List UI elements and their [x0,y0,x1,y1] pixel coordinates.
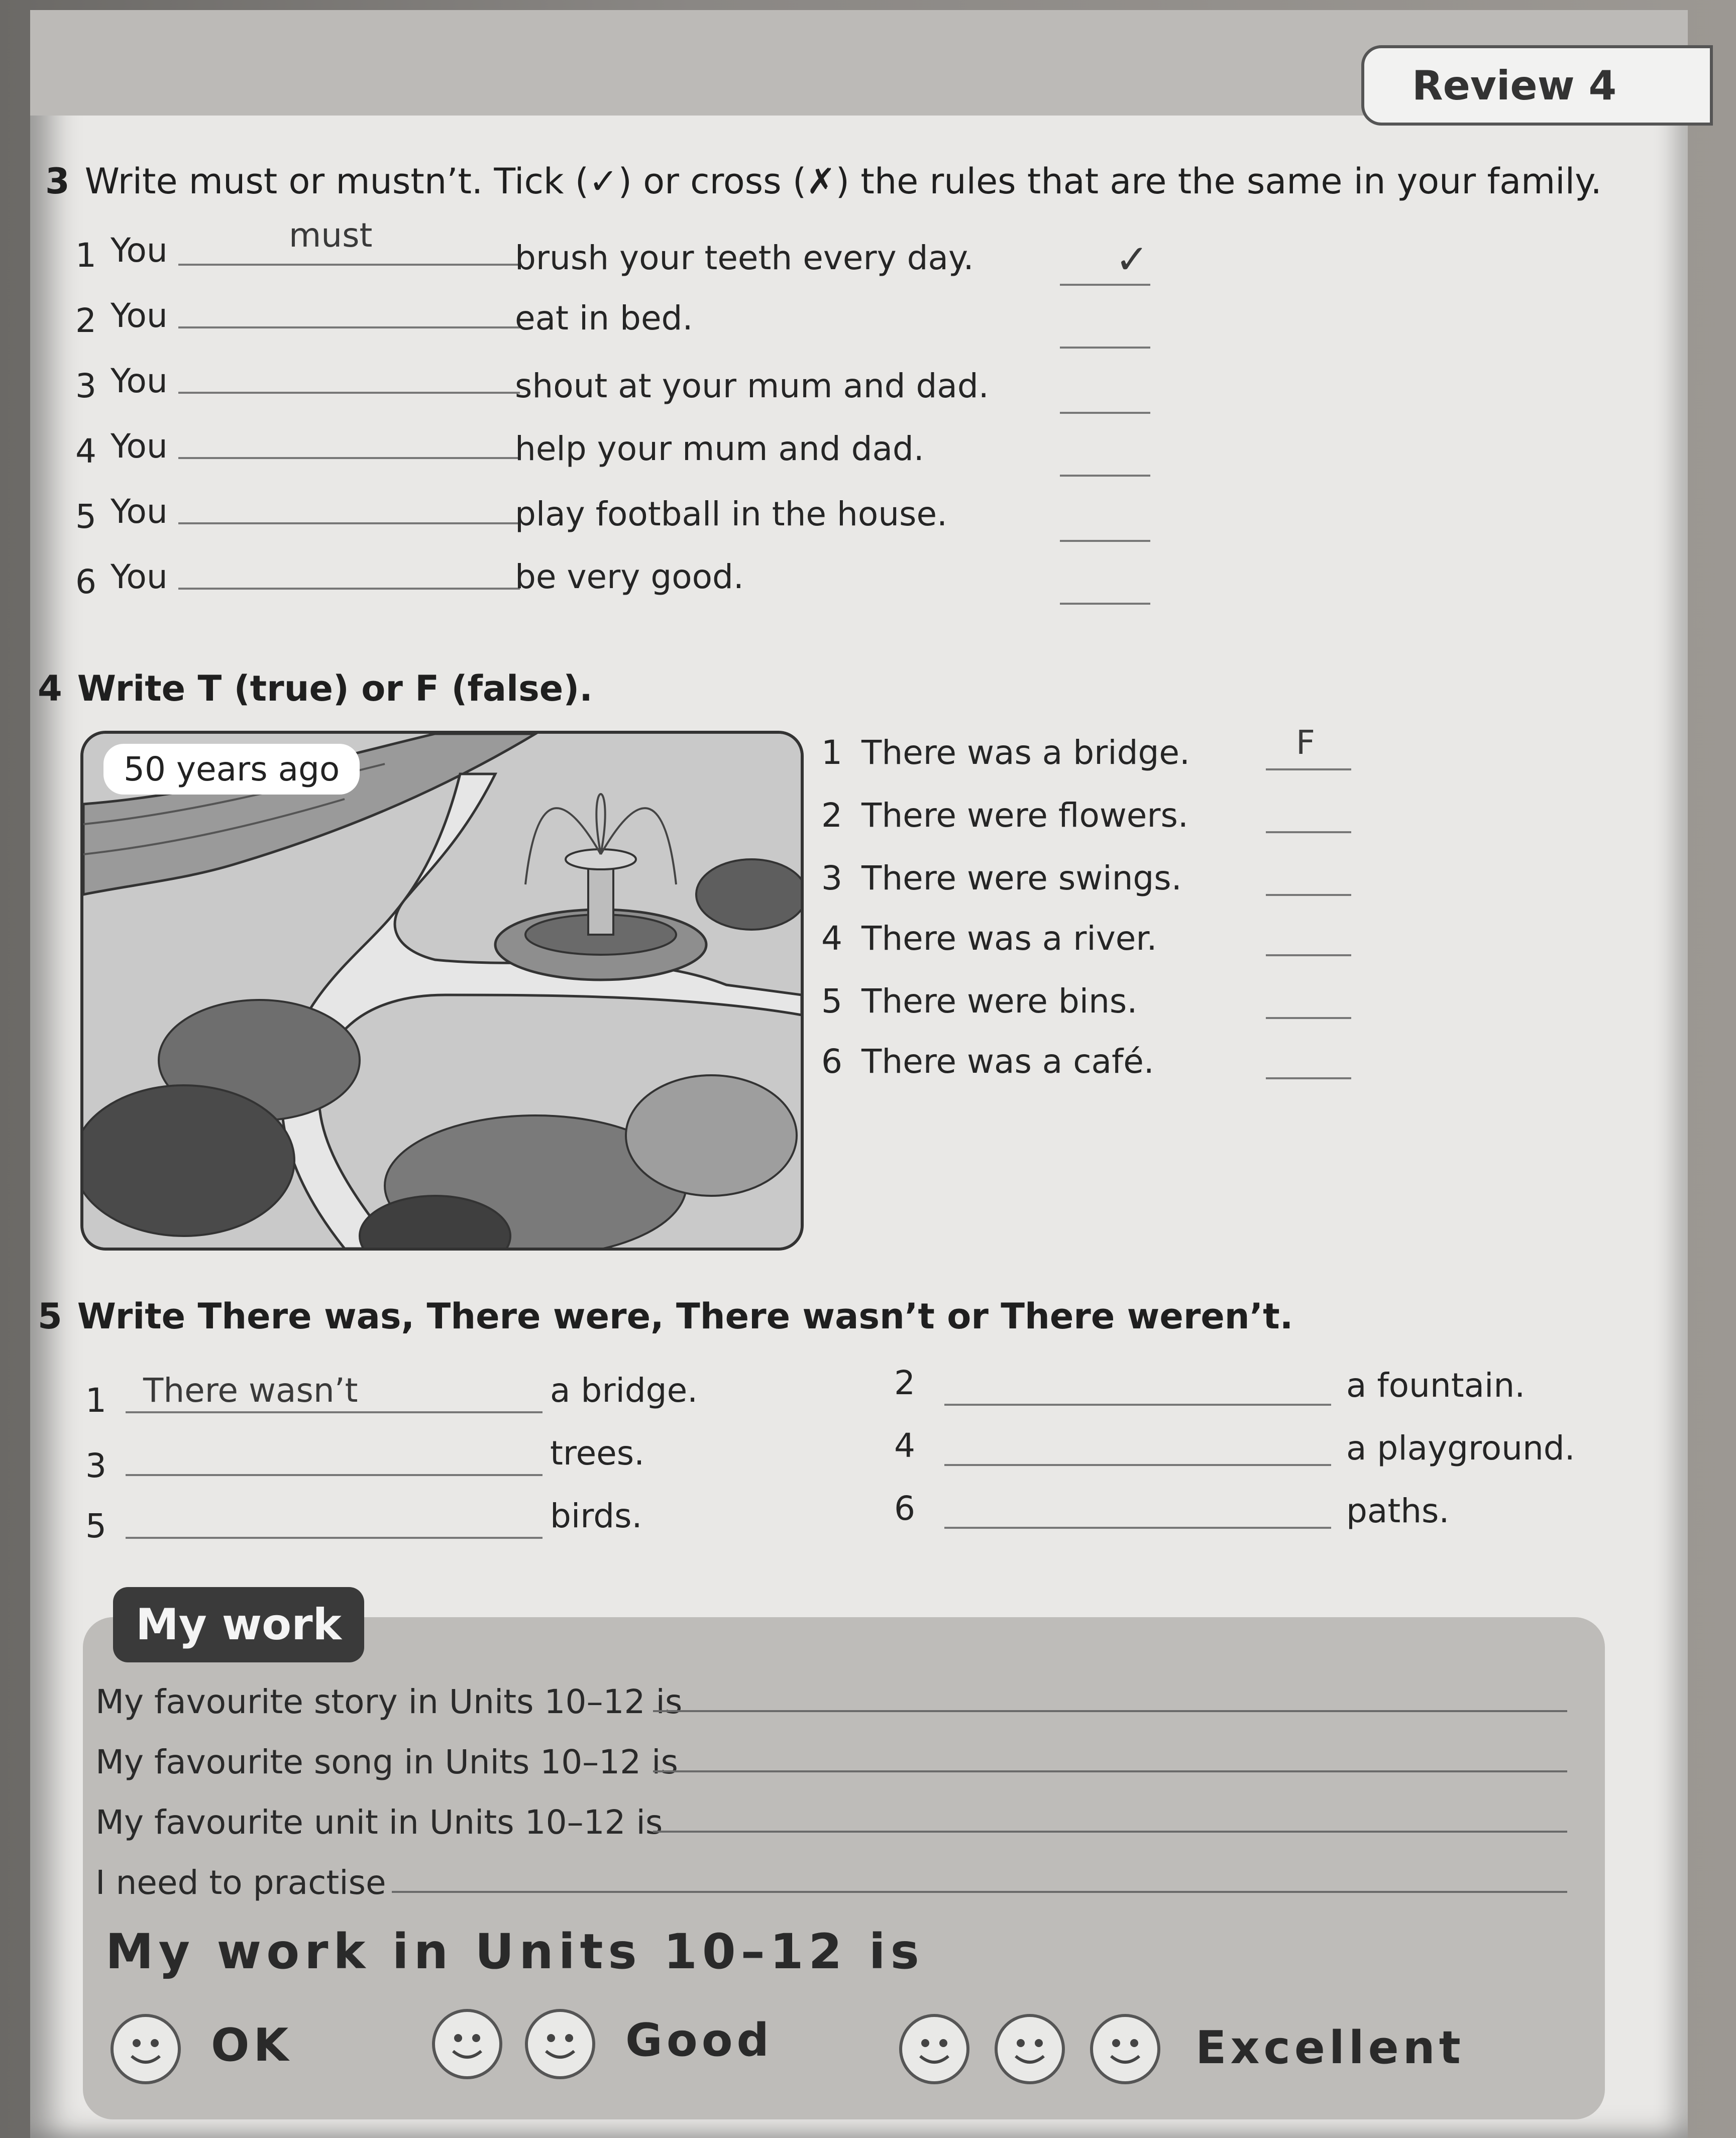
ex4-row-2-number: 2 [821,796,842,835]
my-work-prompt-story: My favourite story in Units 10–12 is [95,1682,683,1721]
ex4-row-1-line [1266,768,1351,770]
ex3-row-3-prefix: You [111,362,168,400]
ex3-row-6-prefix: You [111,557,168,596]
my-work-prompt-unit: My favourite unit in Units 10–12 is [95,1803,663,1842]
smiley-face-icon[interactable] [995,2014,1065,2084]
ex4-row-1-text: There was a bridge. [861,733,1190,772]
ex3-row-5-line[interactable] [178,522,520,524]
ex4-row-2-text: There were flowers. [861,796,1188,835]
ex3-row-5-text: play football in the house. [515,495,948,533]
ex4-row-2-line[interactable] [1266,831,1351,833]
smiley-face-icon[interactable] [111,2014,181,2084]
ex5-item-6-number: 6 [894,1489,915,1528]
ex4-row-6-line[interactable] [1266,1077,1351,1079]
smiley-face-icon[interactable] [899,2014,969,2084]
smiley-face-icon[interactable] [432,2009,502,2079]
ex4-row-3-number: 3 [821,859,842,897]
exercise-5-instruction: Write There was, There were, There wasn’t or There weren’t. [77,1296,1293,1337]
ex3-row-5-number: 5 [75,497,96,536]
ex3-row-5-mark-line[interactable] [1060,540,1150,542]
my-work-prompt-song: My favourite song in Units 10–12 is [95,1743,678,1781]
exercise-3-title [45,161,1602,202]
ex5-item-2-line[interactable] [944,1404,1331,1406]
ex3-row-6-number: 6 [75,562,96,601]
ex5-item-3-text: trees. [550,1434,645,1473]
ex3-row-1-mark[interactable]: ✓ [1115,236,1149,283]
exercise-4-instruction: Write T (true) or F (false). [77,668,593,709]
ex3-row-1-mark-line [1060,284,1150,286]
ex5-item-4-line[interactable] [944,1464,1331,1466]
ex3-row-2-text: eat in bed. [515,299,693,337]
ex5-item-4-text: a playground. [1346,1429,1575,1468]
park-drawing [83,734,802,1249]
ex4-row-6-number: 6 [821,1042,842,1081]
ex3-row-3-number: 3 [75,367,96,405]
exercise-4-number: 4 [38,668,62,709]
ex4-row-5-text: There were bins. [861,982,1138,1021]
ex3-row-3-mark-line[interactable] [1060,412,1150,414]
rating-good-label[interactable]: Good [625,2014,773,2067]
ex5-item-6-text: paths. [1346,1492,1450,1530]
picture-label: 50 years ago [103,744,360,795]
park-illustration [80,731,804,1251]
exercise-5-number: 5 [38,1296,62,1337]
ex3-row-4-prefix: You [111,427,168,466]
workbook-page [30,10,1688,2138]
review-tab-label: Review 4 [1412,62,1617,109]
ex3-row-2-line[interactable] [178,326,520,328]
ex4-row-1-number: 1 [821,733,842,772]
ex3-row-6-text: be very good. [515,557,744,596]
ex5-item-5-text: birds. [550,1497,642,1535]
ex4-row-3-text: There were swings. [861,859,1182,897]
ex3-row-6-line[interactable] [178,588,520,590]
ex5-item-4-number: 4 [894,1426,915,1465]
ex4-row-5-number: 5 [821,982,842,1021]
ex5-item-5-line[interactable] [126,1537,542,1539]
ex3-row-4-line[interactable] [178,457,520,459]
ex4-row-4-text: There was a river. [861,919,1157,958]
ex5-item-1-line [126,1411,542,1413]
my-work-unit-line[interactable] [653,1831,1567,1833]
ex4-row-4-number: 4 [821,919,842,958]
ex3-row-1-text: brush your teeth every day. [515,239,974,277]
ex3-row-5-prefix: You [111,492,168,531]
ex3-row-4-text: help your mum and dad. [515,429,924,468]
ex3-row-2-mark-line[interactable] [1060,347,1150,349]
exercise-3-number: 3 [45,161,70,202]
ex4-row-4-line[interactable] [1266,954,1351,956]
smiley-face-icon[interactable] [1090,2014,1160,2084]
ex5-item-1-number: 1 [85,1381,106,1420]
ex5-item-2-number: 2 [894,1364,915,1402]
my-work-tab [113,1587,364,1662]
ex3-row-4-number: 4 [75,432,96,471]
rating-ok-label[interactable]: OK [211,2019,293,2072]
ex3-row-6-mark-line[interactable] [1060,603,1150,605]
ex3-row-1-line [178,264,520,266]
ex5-item-3-number: 3 [85,1446,106,1485]
ex5-item-6-line[interactable] [944,1527,1331,1529]
my-work-prompt-practise: I need to practise [95,1863,386,1902]
ex3-row-1-number: 1 [75,236,96,275]
exercise-3-instruction: Write must or mustn’t. Tick (✓) or cross (✗) the rules that are the same in your family. [84,161,1602,202]
ex4-row-1-answer[interactable]: F [1296,723,1315,762]
ex4-row-6-text: There was a café. [861,1042,1154,1081]
ex3-row-2-prefix: You [111,296,168,335]
ex3-row-4-mark-line[interactable] [1060,475,1150,477]
ex5-item-1-answer[interactable]: There wasn’t [143,1371,358,1410]
ex4-row-5-line[interactable] [1266,1017,1351,1019]
ex3-row-1-prefix: You [111,231,168,270]
exercise-5-title [38,1296,1293,1337]
ex4-row-3-line[interactable] [1266,894,1351,896]
my-work-practise-line[interactable] [392,1891,1567,1893]
ex3-row-1-answer[interactable]: must [289,216,373,255]
smiley-face-icon[interactable] [525,2009,595,2079]
ex3-row-3-line[interactable] [178,392,520,394]
my-work-story-line[interactable] [653,1710,1567,1712]
exercise-4-title [38,668,593,709]
ex5-item-3-line[interactable] [126,1474,542,1476]
ex5-item-5-number: 5 [85,1507,106,1545]
ex5-item-2-text: a fountain. [1346,1366,1526,1405]
my-work-song-line[interactable] [653,1770,1567,1772]
ex3-row-3-text: shout at your mum and dad. [515,367,989,405]
review-tab [1361,45,1713,126]
rating-excellent-label[interactable]: Excellent [1196,2021,1465,2074]
ex5-item-1-text: a bridge. [550,1371,698,1410]
ex3-row-2-number: 2 [75,301,96,340]
my-work-title: My work [136,1600,342,1650]
rating-title: My work in Units 10–12 is [105,1924,924,1980]
